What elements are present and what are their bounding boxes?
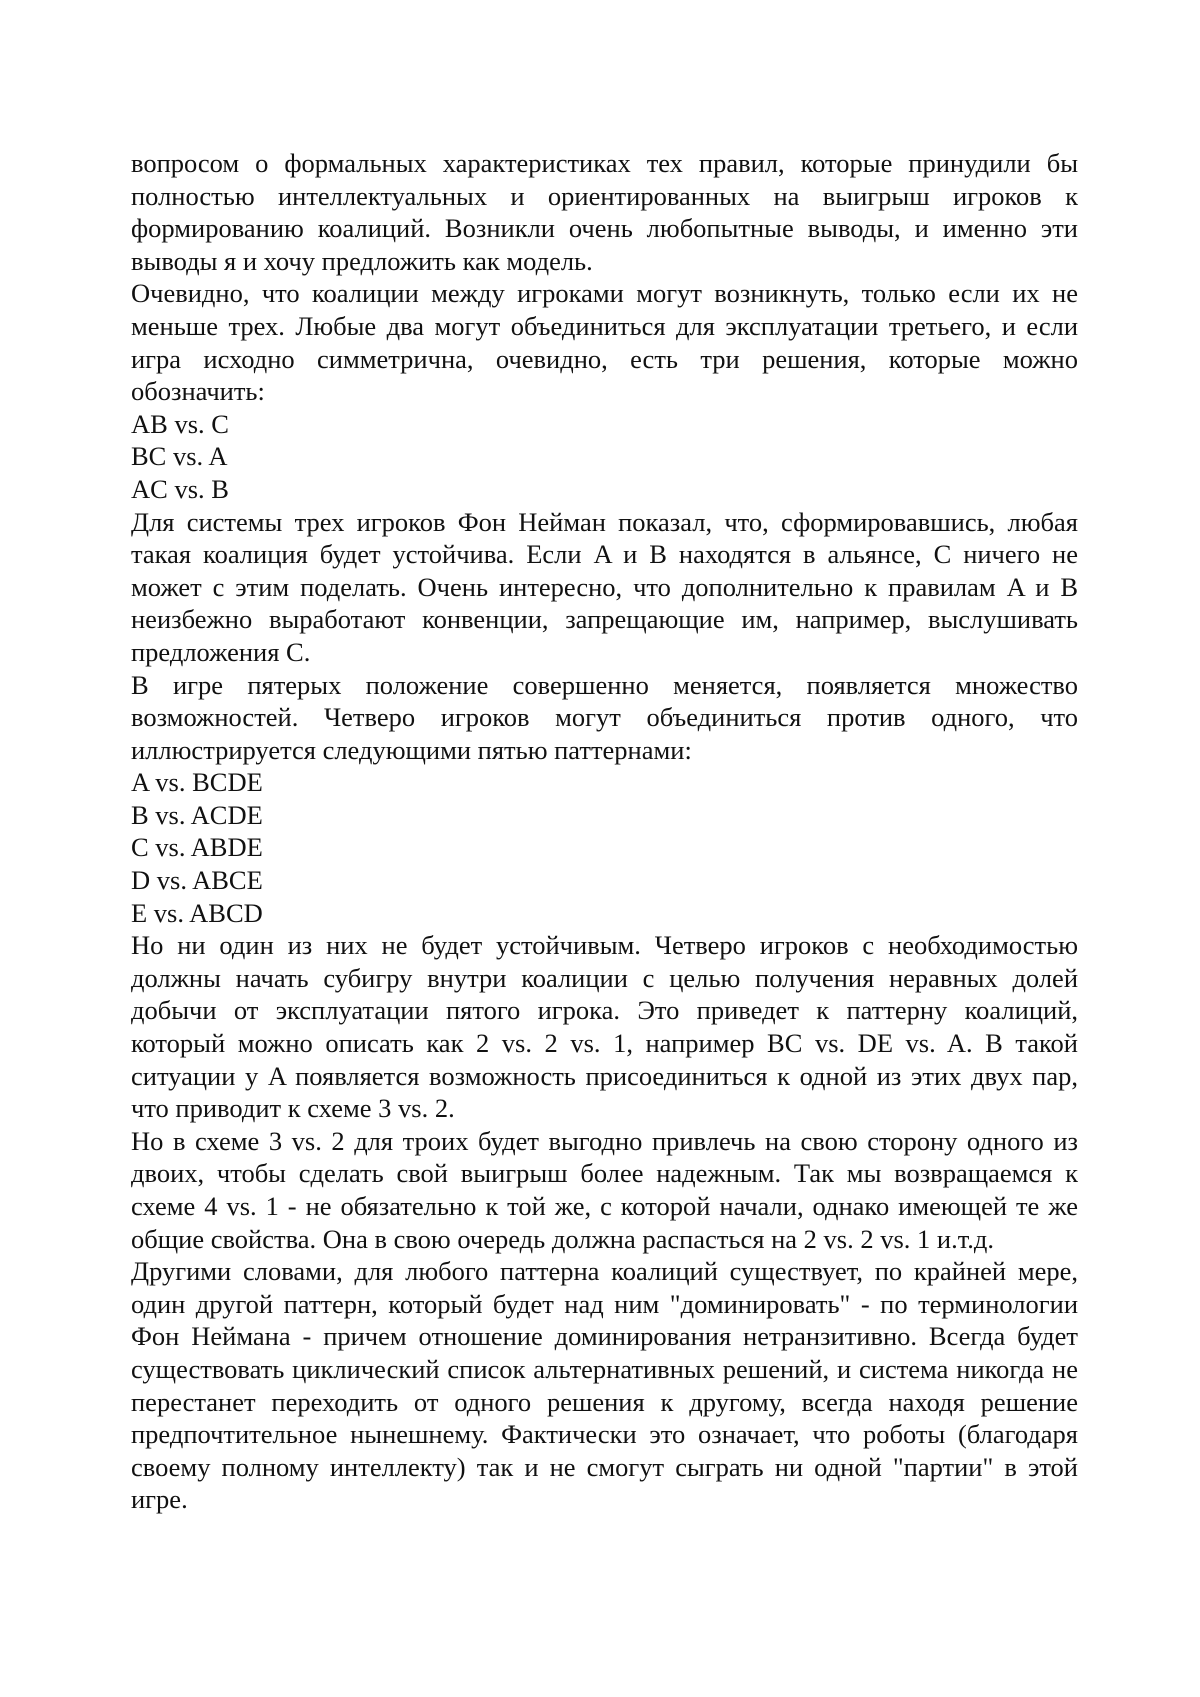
coalition-b-vs-acde: B vs. ACDE [131, 799, 263, 830]
paragraph-three-vs-two: Но в схеме 3 vs. 2 для троих будет выгодно привлечь на свою сторону одного из двоих, чтобы сделать свой выигрыш более надежным. Так мы возвращаемся к схеме 4 vs. 1 - не обязательно к той же, с которой начали, однако имеющей те же общие свойства. Она в свою очередь должна распасться на 2 vs. 2 vs. 1 и.т.д. [131, 1125, 1078, 1254]
paragraph-five-players: В игре пятерых положение совершенно меняется, появляется множество возможностей. Четверо игроков могут объединиться против одного, что иллюстрируется следующими пятью паттернами: [131, 669, 1078, 765]
document-page [131, 147, 1078, 1516]
coalition-bc-vs-a: BC vs. A [131, 441, 228, 472]
coalition-e-vs-abcd: E vs. ABCD [131, 897, 263, 928]
paragraph-instability: Но ни один из них не будет устойчивым. Четверо игроков с необходимостью должны начать субигру внутри коалиции с целью получения неравных долей добычи от эксплуатации пятого игрока. Это приведет к паттерну коалиций, который можно описать как 2 vs. 2 vs. 1, например BC vs. DE vs. A. В такой ситуации у A появляется возможность присоединиться к одной из этих двух пар, что приводит к схеме 3 vs. 2. [131, 930, 1078, 1124]
coalition-c-vs-abde: C vs. ABDE [131, 832, 263, 863]
coalition-ac-vs-b: AC vs. B [131, 473, 229, 504]
paragraph-formal-rules: вопросом о формальных характеристиках тех правил, которые принудили бы полностью интеллектуальных и ориентированных на выигрыш игроков к формированию коалиций. Возникли очень любопытные выводы, и именно эти выводы я и хочу предложить как модель. [131, 148, 1078, 276]
paragraph-von-neumann-stability: Для системы трех игроков Фон Нейман показал, что, сформировавшись, любая такая коалиция будет устойчива. Если A и B находятся в альянсе, C ничего не может с этим поделать. Очень интересно, что дополнительно к правилам A и B неизбежно выработают конвенции, запрещающие им, например, выслушивать предложения C. [131, 506, 1078, 667]
coalition-d-vs-abce: D vs. ABCE [131, 865, 263, 896]
coalition-a-vs-bcde: A vs. BCDE [131, 767, 263, 798]
paragraph-domination: Другими словами, для любого паттерна коалиций существует, по крайней мере, один другой паттерн, который будет над ним "доминировать" - по терминологии Фон Неймана - причем отношение доминирования нетранзитивно. Всегда будет существовать циклический список альтернативных решений, и система никогда не перестанет переходить от одного решения к другому, всегда находя решение предпочтительное нынешнему. Фактически это означает, что роботы (благодаря своему полному интеллекту) так и не смогут сыграть ни одной "партии" в этой игре. [131, 1256, 1078, 1515]
coalition-ab-vs-c: AB vs. C [131, 408, 229, 439]
paragraph-three-players: Очевидно, что коалиции между игроками могут возникнуть, только если их не меньше трех. Любые два могут объединиться для эксплуатации третьего, и если игра исходно симметрична, очевидно, есть три решения, которые можно обозначить: [131, 278, 1078, 407]
